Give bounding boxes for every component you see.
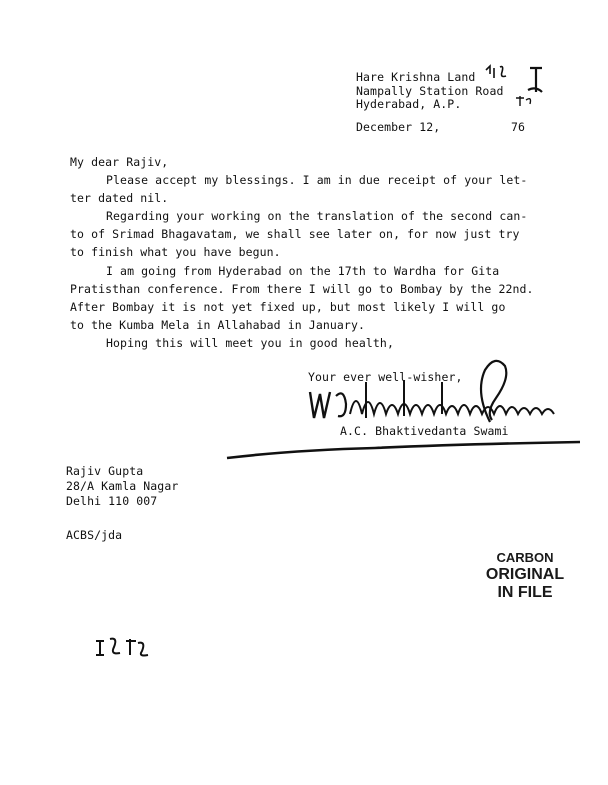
signatory-name: A.C. Bhaktivedanta Swami [340, 424, 509, 438]
letter-date: December 12, [356, 120, 441, 134]
reference-initials: ACBS/jda [66, 528, 123, 542]
stamp-line-carbon: CARBON [496, 550, 554, 565]
letter-year: 76 [511, 120, 526, 134]
valediction: Your ever well-wisher, [308, 370, 463, 384]
recipient-address-line-2: Delhi 110 007 [66, 494, 158, 508]
body-line: to the Kumba Mela in Allahabad in January. [70, 318, 365, 332]
recipient-address-line-1: 28/A Kamla Nagar [66, 479, 179, 493]
body-line: to finish what you have begun. [70, 245, 281, 259]
address-line-3: Hyderabad, A.P. [356, 97, 462, 111]
signature-underline [225, 440, 585, 470]
body-line: After Bombay it is not yet fixed up, but most likely I will go [70, 300, 506, 314]
address-line-2: Nampally Station Road [356, 84, 504, 98]
body-line: ter dated nil. [70, 191, 169, 205]
body-line: Regarding your working on the translation of the second can- [106, 209, 528, 223]
body-line: Hoping this will meet you in good health, [106, 336, 394, 350]
salutation: My dear Rajiv, [70, 155, 169, 169]
body-line: to of Srimad Bhagavatam, we shall see later on, for now just try [70, 227, 520, 241]
stamp-line-in-file: IN FILE [497, 584, 553, 601]
recipient-name: Rajiv Gupta [66, 464, 144, 478]
address-line-1: Hare Krishna Land [356, 70, 476, 84]
body-line: Pratisthan conference. From there I will go to Bombay by the 22nd. [70, 282, 534, 296]
bottom-handwritten-mark [92, 633, 152, 663]
body-line: Please accept my blessings. I am in due receipt of your let- [106, 173, 528, 187]
stamp-line-original: ORIGINAL [485, 566, 565, 583]
body-line: I am going from Hyderabad on the 17th to Wardha for Gita [106, 264, 500, 278]
carbon-stamp [470, 550, 580, 602]
